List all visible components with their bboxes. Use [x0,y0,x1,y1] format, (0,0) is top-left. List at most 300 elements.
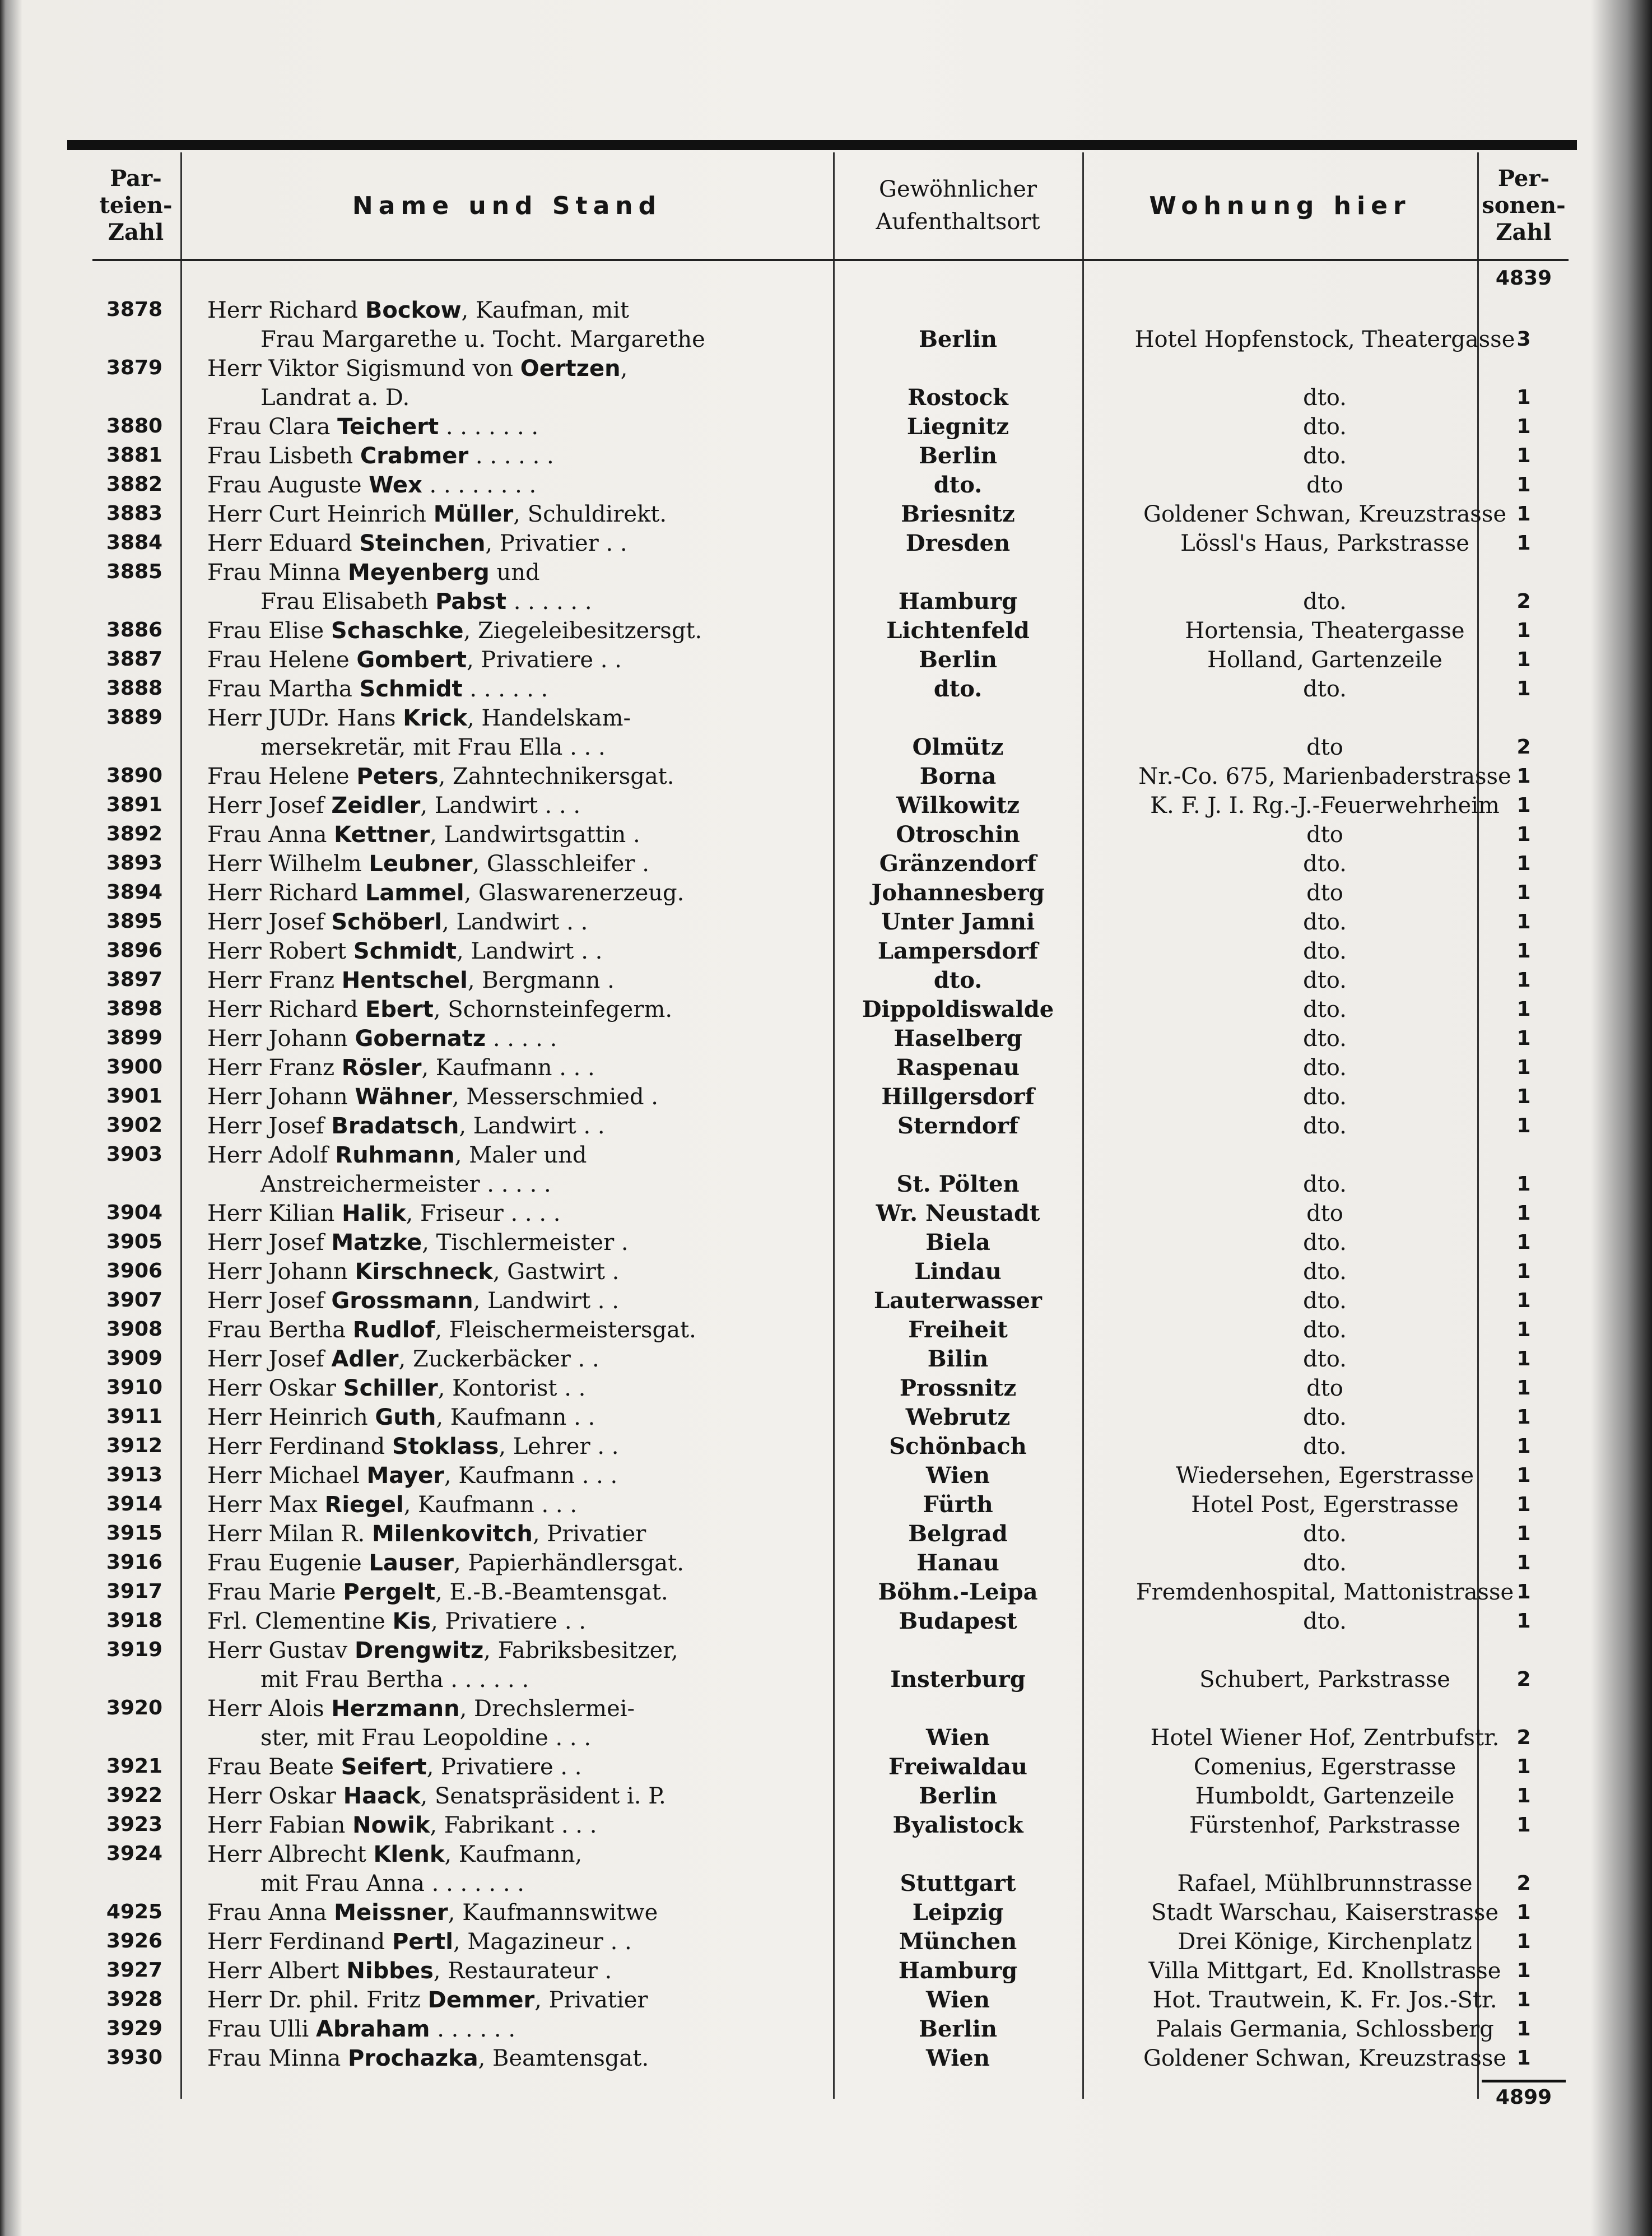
table-row [92,1432,1569,1461]
surname: Pertl [392,1929,453,1955]
aufenthaltsort: Rostock [908,384,1008,411]
table-row [92,1461,1569,1490]
wohnung-hier: Wiedersehen, Egerstrasse [1176,1463,1474,1489]
name-suffix: , Restaurateur . [433,1958,612,1984]
name-stand [207,296,826,354]
name-prefix: Herr Oskar [207,1783,343,1809]
aufenthaltsort: Hamburg [898,588,1018,615]
surname: Zeidler [331,793,421,819]
parteien-number: 3883 [106,502,163,525]
wohnung-hier: dto. [1303,385,1347,411]
personen-count: 1 [1516,1930,1531,1953]
name-suffix: , Handelskam- [467,705,631,731]
name-prefix: Herr Curt Heinrich [207,501,434,527]
wohnung-hier: Hotel Wiener Hof, Zentrbufstr. [1150,1725,1500,1751]
name-suffix: . . . . . . [506,589,592,615]
name-suffix: , Zahntechnikersgat. [438,764,674,789]
surname: Bockow [365,297,462,323]
name-prefix: Frau Bertha [207,1317,353,1343]
guest-list-table [92,152,1569,2121]
surname: Klenk [373,1842,445,1867]
personen-count: 1 [1516,794,1531,817]
table-row [92,1345,1569,1374]
personen-count: 1 [1516,1551,1531,1574]
name-prefix: Herr Adolf [207,1142,336,1168]
surname: Bradatsch [331,1113,459,1139]
aufenthaltsort: Stuttgart [900,1870,1016,1896]
name-prefix: Herr Albert [207,1958,347,1984]
wohnung-hier: Drei Könige, Kirchenplatz [1178,1929,1472,1955]
wohnung-hier: dto [1306,1201,1343,1226]
personen-count: 1 [1516,532,1531,555]
personen-count: 1 [1516,1493,1531,1516]
parteien-number: 3924 [106,1842,163,1865]
name-stand [207,1898,826,1927]
table-row [92,1607,1569,1636]
name-continuation [207,587,826,616]
parteien-number: 3884 [106,531,163,554]
name-suffix: , Gastwirt . [492,1259,620,1285]
surname: Schiller [343,1375,438,1401]
name-prefix: Frau Eugenie [207,1550,369,1576]
name-stand [207,2044,826,2073]
name-stand [207,1986,826,2015]
parteien-number: 3918 [106,1609,163,1632]
wohnung-hier: Fremdenhospital, Mattonistrasse [1136,1579,1514,1605]
name-suffix: , Friseur . . . . [406,1201,561,1226]
name-suffix: , Zuckerbäcker . . [398,1346,599,1372]
name-continuation: mit Frau Anna . . . . . . . [260,1871,524,1896]
name-continuation: ster, mit Frau Leopoldine . . . [260,1725,592,1751]
name-prefix: Frau Lisbeth [207,443,360,469]
name-prefix: Herr Albrecht [207,1842,374,1867]
parteien-number: 3929 [106,2017,163,2040]
name-suffix: , Privatier [532,1521,646,1547]
name-suffix: , Landwirt . . [457,938,603,964]
name-stand [207,1315,826,1345]
wohnung-hier: dto [1306,822,1343,848]
name-prefix: Herr Oskar [207,1375,343,1401]
wohnung-hier: dto. [1303,997,1347,1022]
aufenthaltsort: Wien [926,2045,990,2071]
personen-count: 1 [1516,1027,1531,1050]
surname: Prochazka [348,2046,478,2071]
table-row [92,1549,1569,1578]
parteien-number: 3927 [106,1959,163,1982]
name-stand [207,529,826,558]
name-prefix: Herr Richard [207,880,365,906]
name-prefix: Frau Clara [207,414,338,440]
aufenthaltsort: dto. [933,676,983,702]
aufenthaltsort: Sterndorf [897,1113,1018,1139]
surname: Schöberl [331,909,443,935]
name-prefix: Frau Martha [207,676,360,702]
parteien-number: 3917 [106,1580,163,1603]
aufenthaltsort: Raspenau [896,1054,1020,1081]
wohnung-hier: dto. [1303,1259,1347,1285]
aufenthaltsort: Hillgersdorf [881,1084,1035,1110]
name-suffix: , Schornsteinfegerm. [433,997,673,1022]
name-prefix: Frau Anna [207,1900,334,1926]
table-row [92,529,1569,558]
aufenthaltsort: dto. [933,967,983,993]
aufenthaltsort: Schönbach [889,1433,1027,1459]
table-row [92,762,1569,791]
parteien-number: 3911 [106,1405,163,1428]
table-row [92,1752,1569,1782]
name-suffix: , Ziegeleibesitzersgt. [463,618,702,644]
wohnung-hier: dto. [1303,968,1347,993]
personen-count: 2 [1516,590,1531,613]
table-row [92,878,1569,908]
name-prefix: Frau Ulli [207,2016,317,2042]
aufenthaltsort: Wr. Neustadt [876,1200,1040,1226]
parteien-number: 3893 [106,852,163,875]
name-stand [207,1141,826,1199]
table-header [92,152,1569,261]
surname: Mayer [366,1463,444,1489]
name-stand [207,1257,826,1286]
wohnung-hier: Goldener Schwan, Kreuzstrasse [1143,501,1507,527]
wohnung-hier: dto. [1303,1521,1347,1547]
surname: Milenkovitch [371,1521,533,1547]
name-suffix: , Kaufmann . . . [444,1463,618,1489]
surname: Ruhmann [335,1142,455,1168]
surname: Demmer [427,1987,535,2013]
table-row [92,2044,1569,2073]
wohnung-hier: Humboldt, Gartenzeile [1195,1783,1455,1809]
aufenthaltsort: Berlin [919,326,997,352]
aufenthaltsort: Budapest [899,1608,1017,1634]
table-row [92,500,1569,529]
name-stand [207,354,826,412]
parteien-number: 3905 [106,1230,163,1253]
personen-count: 1 [1516,765,1531,788]
personen-count: 3 [1516,328,1531,351]
table-row [92,1578,1569,1607]
wohnung-hier: dto. [1303,938,1347,964]
parteien-number: 3901 [106,1085,163,1108]
aufenthaltsort: Berlin [919,2016,997,2042]
personen-count: 1 [1516,940,1531,963]
name-stand [207,675,826,704]
surname: Grossmann [331,1288,473,1314]
wohnung-hier: dto. [1303,414,1347,440]
name-stand [207,1199,826,1228]
table-row [92,1141,1569,1199]
table-row [92,471,1569,500]
surname: Abraham [316,2016,430,2042]
name-stand [207,820,826,849]
parteien-number: 3922 [106,1784,163,1807]
personen-count: 1 [1516,1901,1531,1924]
personen-count: 1 [1516,1814,1531,1837]
parteien-number: 3923 [106,1813,163,1836]
personen-count: 1 [1516,1464,1531,1487]
surname: Oertzen [520,356,621,382]
aufenthaltsort: Insterburg [890,1666,1026,1693]
parteien-number: 3914 [106,1493,163,1516]
name-suffix: , Kontorist . . [438,1375,586,1401]
personen-count: 1 [1516,1114,1531,1137]
aufenthaltsort: Leipzig [912,1899,1004,1926]
table-row [92,1053,1569,1082]
aufenthaltsort: St. Pölten [896,1171,1020,1197]
name-stand [207,558,826,616]
name-stand [207,762,826,791]
wohnung-hier: Hotel Hopfenstock, Theatergasse [1134,327,1515,352]
wohnung-hier: dto. [1303,589,1347,615]
header-divider [1477,152,1479,259]
name-suffix: , Kaufmann . . . [421,1055,595,1081]
parteien-number: 3892 [106,822,163,845]
wohnung-hier: Hot. Trautwein, K. Fr. Jos.-Str. [1152,1987,1497,2013]
name-stand [207,1782,826,1811]
surname: Gobernatz [355,1026,486,1052]
aufenthaltsort: Webrutz [905,1404,1011,1430]
name-stand [207,616,826,645]
table-row [92,1636,1569,1694]
name-suffix: , Messerschmied . [452,1084,659,1110]
name-stand [207,1636,826,1694]
personen-count: 1 [1516,1289,1531,1312]
personen-count: 1 [1516,1056,1531,1079]
name-prefix: Herr Ferdinand [207,1434,392,1459]
wohnung-hier: dto. [1303,851,1347,877]
name-stand [207,966,826,995]
name-stand [207,1811,826,1840]
name-suffix: , E.-B.-Beamtensgat. [435,1579,668,1605]
surname: Haack [343,1783,421,1809]
parteien-number: 3916 [106,1551,163,1574]
parteien-number: 3897 [106,968,163,991]
parteien-number: 3930 [106,2046,163,2069]
wohnung-hier: dto. [1303,1317,1347,1343]
table-row [92,704,1569,762]
name-stand [207,1345,826,1374]
name-prefix: Frau Anna [207,822,334,848]
name-stand [207,1549,826,1578]
wohnung-hier: dto. [1303,1288,1347,1314]
aufenthaltsort: Otroschin [896,821,1020,848]
table-body [92,261,1569,2121]
name-prefix: Herr Kilian [207,1201,342,1226]
wohnung-hier: Holland, Gartenzeile [1207,647,1442,673]
name-stand [207,1286,826,1315]
name-prefix: Herr Fabian [207,1812,353,1838]
personen-count: 1 [1516,619,1531,642]
name-suffix: , Landwirtsgattin . [430,822,640,848]
surname: Wex [369,472,422,498]
name-continuation: Landrat a. D. [260,385,410,411]
personen-count: 1 [1516,2047,1531,2070]
aufenthaltsort: Biela [925,1229,990,1256]
table-row [92,1403,1569,1432]
personen-count: 1 [1516,2017,1531,2040]
name-suffix: , Papierhändlersgat. [454,1550,684,1576]
wohnung-hier: dto. [1303,1346,1347,1372]
parteien-number: 3928 [106,1988,163,2011]
surname: Teichert [337,414,439,440]
name-prefix: Herr Alois [207,1696,332,1722]
name-suffix: , Glasschleifer . [472,851,649,877]
name-stand [207,1840,826,1898]
parteien-number: 3890 [106,764,163,787]
personen-count: 1 [1516,677,1531,700]
aufenthaltsort: Dresden [905,530,1011,556]
wohnung-hier: dto. [1303,1550,1347,1576]
parteien-number: 3907 [106,1289,163,1312]
name-prefix: Herr Robert [207,938,353,964]
surname: Halik [342,1201,406,1226]
surname: Stoklass [392,1434,499,1459]
personen-count: 1 [1516,1406,1531,1429]
table-row [92,1286,1569,1315]
wohnung-hier: Hotel Post, Egerstrasse [1191,1492,1459,1518]
name-suffix: , Kaufmann . . [436,1405,595,1430]
surname: Gombert [356,647,467,673]
name-stand [207,2015,826,2044]
name-suffix: , Maler und [454,1142,587,1168]
parteien-number: 3881 [106,444,163,467]
table-row [92,1694,1569,1752]
name-suffix: . . . . . . . [439,414,539,440]
aufenthaltsort: Gränzendorf [879,850,1037,877]
name-stand [207,1927,826,1956]
aufenthaltsort: Belgrad [908,1521,1008,1547]
parteien-number: 3904 [106,1201,163,1224]
table-row [92,1519,1569,1549]
name-suffix: , Privatier . . [485,531,627,556]
name-suffix: und [489,560,540,585]
parteien-number: 3915 [106,1522,163,1545]
name-stand [207,1228,826,1257]
name-suffix: , Fabrikant . . . [430,1812,597,1838]
name-stand [207,1112,826,1141]
wohnung-hier: dto. [1303,1084,1347,1110]
name-suffix: , Privatiere . . [426,1754,582,1780]
wohnung-hier: dto. [1303,909,1347,935]
personen-count: 1 [1516,503,1531,526]
aufenthaltsort: Bilin [927,1346,989,1372]
surname: Wähner [355,1084,452,1110]
table-row [92,1112,1569,1141]
parteien-number: 3902 [106,1114,163,1137]
surname: Guth [375,1405,436,1430]
surname: Rösler [341,1055,422,1081]
name-suffix: , Landwirt . . . [420,793,581,819]
personen-count: 1 [1516,1522,1531,1545]
name-stand [207,1490,826,1519]
name-stand [207,908,826,937]
name-prefix: Frau Elise [207,618,331,644]
table-row [92,908,1569,937]
surname: Ebert [365,997,434,1022]
table-row [92,675,1569,704]
table-row [92,441,1569,471]
surname: Krick [403,705,467,731]
wohnung-hier: dto. [1303,1230,1347,1256]
personen-count: 1 [1516,1988,1531,2011]
personen-count: 1 [1516,1755,1531,1778]
wohnung-hier: Hortensia, Theatergasse [1185,618,1465,644]
aufenthaltsort: Unter Jamni [881,909,1035,935]
name-stand [207,1461,826,1490]
table-row [92,354,1569,412]
personen-count: 1 [1516,1318,1531,1341]
name-stand [207,1694,826,1752]
parteien-number: 3880 [106,415,163,438]
name-stand [207,1024,826,1053]
table-row [92,1257,1569,1286]
parteien-number: 3926 [106,1930,163,1953]
parteien-number: 3906 [106,1259,163,1282]
personen-count: 1 [1516,444,1531,467]
personen-count: 1 [1516,852,1531,875]
surname: Peters [356,764,439,789]
personen-count: 1 [1516,415,1531,438]
name-prefix: Frau Beate [207,1754,341,1780]
aufenthaltsort: Johannesberg [871,880,1045,906]
aufenthaltsort: Wien [926,1462,990,1489]
table-row [92,1927,1569,1956]
parteien-number: 3903 [106,1143,163,1166]
table-row [92,1490,1569,1519]
name-prefix: Herr JUDr. Hans [207,705,403,731]
name-prefix: Herr Franz [207,1055,342,1081]
name-suffix: , Glaswarenerzeug. [464,880,685,906]
wohnung-hier: Fürstenhof, Parkstrasse [1189,1812,1460,1838]
parteien-number: 3896 [106,939,163,962]
name-stand [207,1432,826,1461]
name-prefix: Herr Milan R. [207,1521,372,1547]
name-prefix: Herr Johann [207,1026,355,1052]
aufenthaltsort: Prossnitz [899,1375,1017,1401]
header-name-stand: Name und Stand [352,191,662,220]
surname: Lauser [369,1550,454,1576]
name-prefix: Frau Minna [207,560,348,585]
name-stand [207,471,826,500]
wohnung-hier: dto. [1303,676,1347,702]
parteien-number: 3886 [106,619,163,641]
wohnung-hier: Goldener Schwan, Kreuzstrasse [1143,2046,1507,2071]
table-row [92,995,1569,1024]
aufenthaltsort: Hamburg [898,1958,1018,1984]
name-suffix: , Landwirt . . [473,1288,619,1314]
personen-count: 1 [1516,1202,1531,1225]
surname: Meissner [334,1900,448,1926]
name-suffix: , Landwirt . . [442,909,588,935]
wohnung-hier: dto. [1303,1172,1347,1197]
table-row [92,558,1569,616]
table-row [92,791,1569,820]
personen-count: 1 [1516,1085,1531,1108]
personen-count: 2 [1516,736,1531,759]
surname: Lammel [365,880,464,906]
parteien-number: 3895 [106,910,163,933]
surname: Pergelt [343,1579,436,1605]
name-prefix: Herr Michael [207,1463,367,1489]
name-prefix: Herr Josef [207,909,332,935]
name-stand [207,791,826,820]
personen-count: 1 [1516,648,1531,671]
parteien-number: 3900 [106,1056,163,1079]
table-row [92,1811,1569,1840]
name-suffix: , Schuldirekt. [513,501,667,527]
name-stand [207,441,826,471]
personen-count: 2 [1516,1872,1531,1895]
aufenthaltsort: Wien [926,1987,990,2013]
